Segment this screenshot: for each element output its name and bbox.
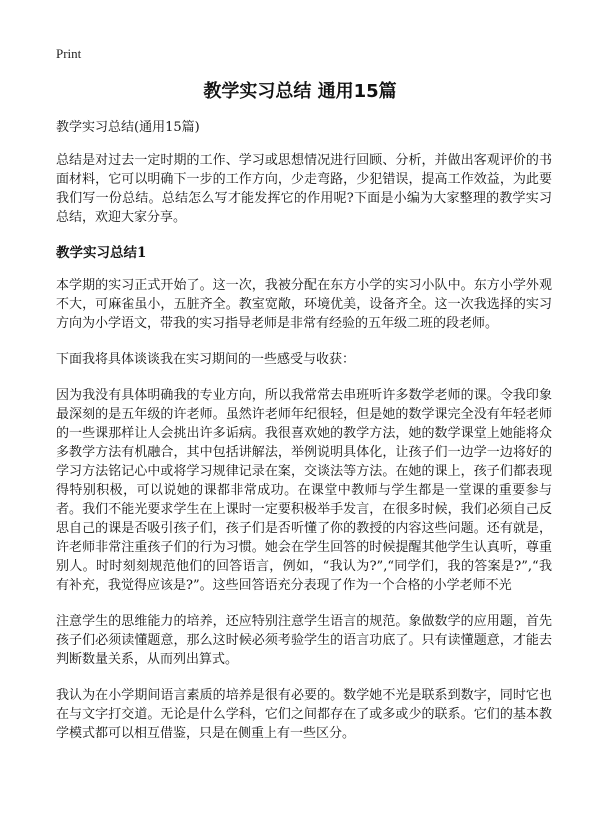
body-paragraph: 因为我没有具体明确我的专业方向，所以我常常去串班听许多数学老师的课。令我印象最深刻的是五年级的许老师。虽然许老师年纪很轻，但是她的数学课完全没有年轻老师的一些课那样让人会挑出许多诟病。我很喜欢她的教学方法，她的数学课堂上她能将众多教学方法有机融合，其中包括讲解法，举例说明具体化，让孩子们一边学一边将好的学习方法铭记心中或将学习规律记录在案，交谈法等方法。在她的课上，孩子们都表现得特别积极，可以说她的课都非常成功。在课堂中教师与学生都是一堂课的重要参与者。我们不能光要求学生在上课时一定要积极举手发言，在很多时候，我们必须自己反思自己的课是否吸引孩子们，孩子们是否听懂了你的教授的内容这些问题。还有就是，许老师非常注重孩子们的行为习惯。她会在学生回答的时候提醒其他学生认真听，尊重别人。时时刻刻规范他们的回答语言，例如，“我认为?”,“同学们，我的答案是?”,“我有补充，我觉得应该是?”。这些回答语充分表现了作为一个合格的小学老师不光 (56, 388, 552, 593)
document-body (56, 118, 552, 760)
body-paragraph: 注意学生的思维能力的培养，还应特别注意学生语言的规范。象做数学的应用题，首先孩子们必须读懂题意，那么这时候必须考验学生的语言功底了。只有读懂题意，才能去判断数量关系，从而列出算式。 (56, 614, 552, 667)
document-subtitle: 教学实习总结(通用15篇) (56, 120, 200, 135)
print-label[interactable]: Print (56, 46, 82, 61)
body-paragraph: 我认为在小学期间语言素质的培养是很有必要的。数学她不光是联系到数字，同时它也在与文字打交道。无论是什么学科，它们之间都存在了或多或少的联系。它们的基本教学模式都可以相互借鉴，只是在侧重上有一些区分。 (56, 688, 552, 741)
body-paragraph: 下面我将具体谈谈我在实习期间的一些感受与收获： (56, 352, 356, 367)
section-heading: 教学实习总结1 (56, 245, 147, 261)
body-paragraph: 本学期的实习正式开始了。这一次，我被分配在东方小学的实习小队中。东方小学外观不大，可麻雀虽小，五脏齐全。教室宽敞，环境优美，设备齐全。这一次我选择的实习方向为小学语文，带我的实习指导老师是非常有经验的五年级二班的段老师。 (56, 278, 552, 331)
document-title: 教学实习总结 通用15篇 (203, 81, 397, 102)
intro-paragraph: 总结是对过去一定时期的工作、学习或思想情况进行回顾、分析，并做出客观评价的书面材料，它可以明确下一步的工作方向，少走弯路，少犯错误，提高工作效益，为此要我们写一份总结。总结怎么写才能发挥它的作用呢?下面是小编为大家整理的教学实习总结，欢迎大家分享。 (56, 153, 552, 225)
